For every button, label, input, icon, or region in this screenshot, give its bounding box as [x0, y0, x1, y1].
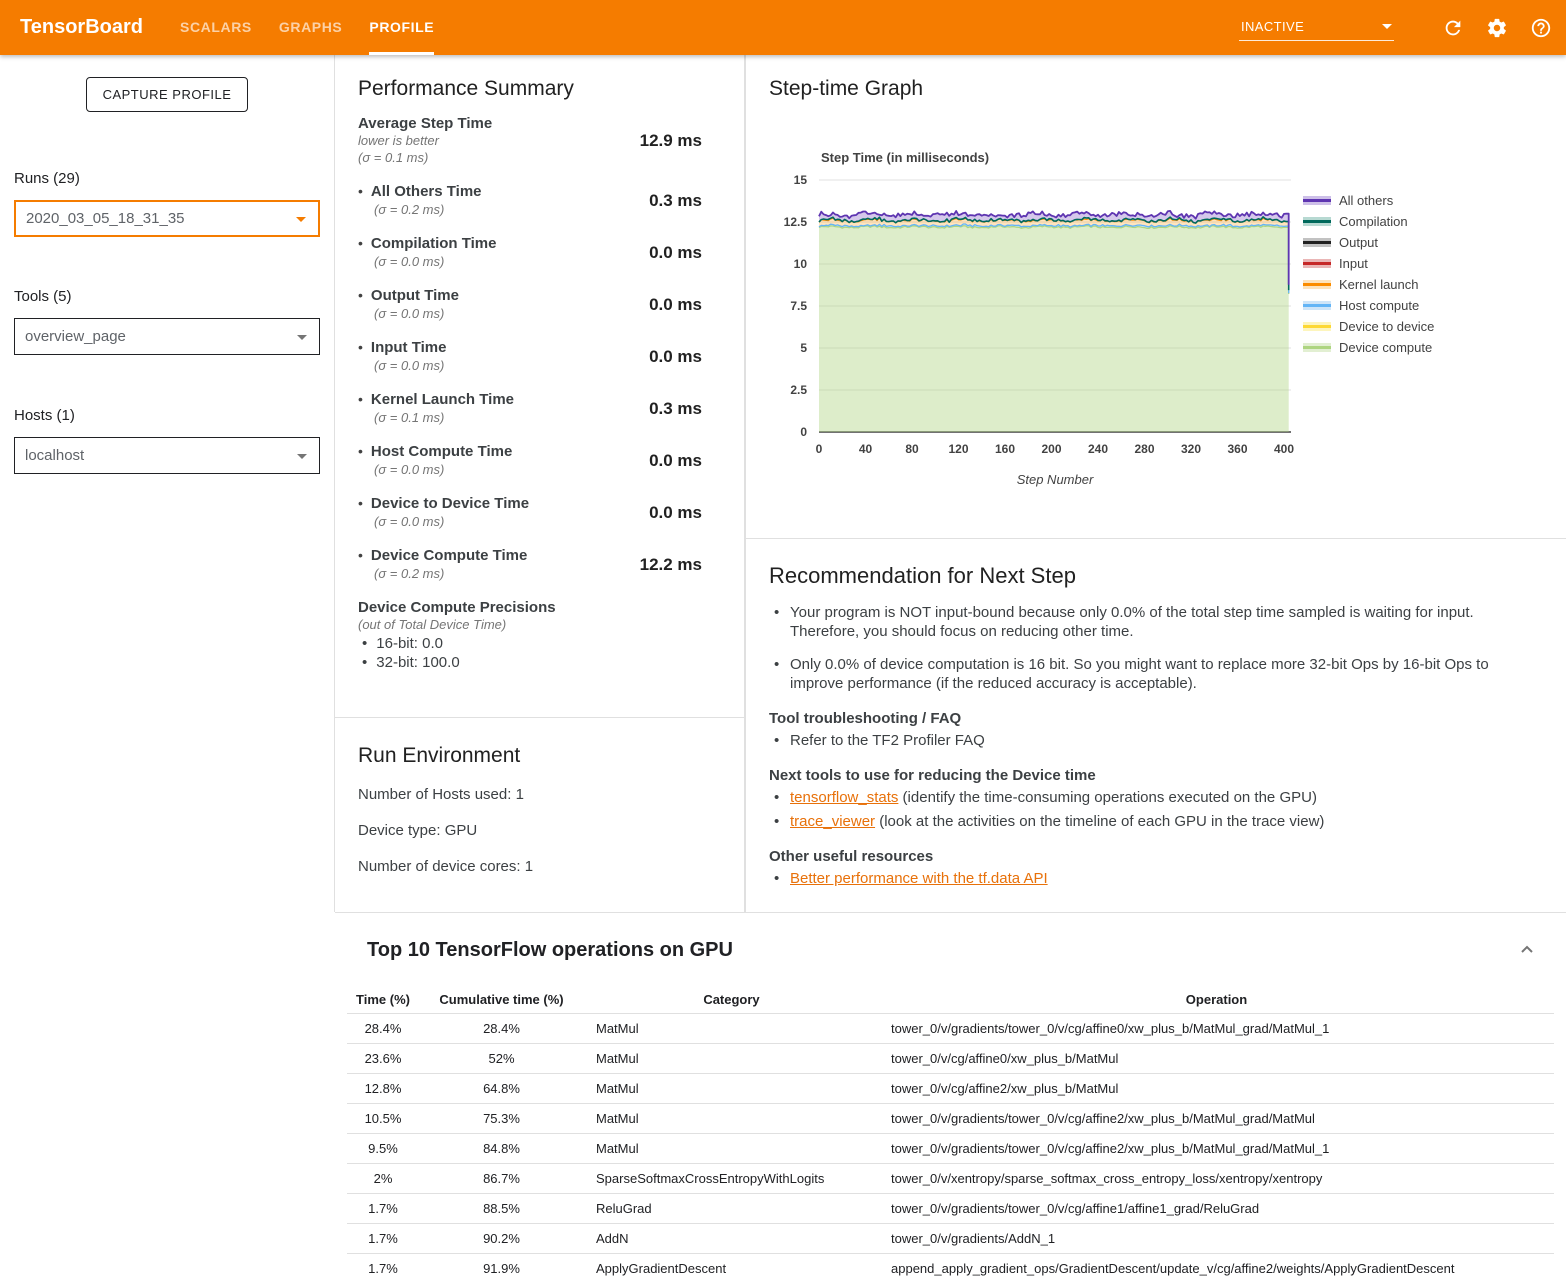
metric-value: 0.0 ms: [649, 503, 702, 523]
run-environment-list: [358, 786, 744, 875]
table-cell: MatMul: [584, 1074, 879, 1104]
table-cell: 1.7%: [347, 1194, 419, 1224]
column-header: Operation: [879, 986, 1554, 1014]
tools-select[interactable]: [14, 318, 320, 355]
legend-swatch: [1303, 196, 1331, 205]
metric-row: • Kernel Launch Time (σ = 0.1 ms) 0.3 ms: [358, 391, 744, 426]
legend-label: Input: [1339, 256, 1368, 271]
legend-label: Host compute: [1339, 298, 1419, 313]
table-cell: 1.7%: [347, 1224, 419, 1254]
table-cell: 88.5%: [419, 1194, 584, 1224]
svg-text:10: 10: [794, 257, 808, 271]
table-cell: 2%: [347, 1164, 419, 1194]
svg-text:0: 0: [800, 425, 807, 439]
legend-item: [1303, 337, 1434, 358]
legend-item: [1303, 253, 1434, 274]
metric-value: 0.0 ms: [649, 451, 702, 471]
legend-swatch: [1303, 322, 1331, 331]
svg-text:Step Time (in milliseconds): Step Time (in milliseconds): [821, 150, 989, 165]
metric-list: [358, 183, 744, 582]
resource-link[interactable]: Better performance with the tf.data API: [790, 870, 1048, 887]
svg-text:160: 160: [995, 442, 1015, 456]
metric-label: Average Step Time: [358, 115, 640, 132]
legend-label: Device to device: [1339, 319, 1434, 334]
metric-value: 0.0 ms: [649, 243, 702, 263]
metric-value: 0.3 ms: [649, 399, 702, 419]
table-cell: 10.5%: [347, 1104, 419, 1134]
svg-text:0: 0: [816, 442, 823, 456]
precisions-subtext: (out of Total Device Time): [358, 617, 744, 632]
table-cell: tower_0/v/xentropy/sparse_softmax_cross_entropy_loss/xentropy/xentropy: [879, 1164, 1554, 1194]
table-cell: 28.4%: [347, 1014, 419, 1044]
metric-value: 12.9 ms: [640, 131, 702, 151]
table-cell: SparseSoftmaxCrossEntropyWithLogits: [584, 1164, 879, 1194]
step-time-graph-section: [745, 55, 1566, 538]
legend-swatch: [1303, 280, 1331, 289]
legend-swatch: [1303, 259, 1331, 268]
svg-text:320: 320: [1181, 442, 1201, 456]
status-dropdown-value: INACTIVE: [1241, 19, 1304, 34]
svg-text:400: 400: [1274, 442, 1294, 456]
settings-gear-icon[interactable]: [1486, 17, 1508, 39]
svg-text:240: 240: [1088, 442, 1108, 456]
svg-text:280: 280: [1134, 442, 1154, 456]
tools-select-value: overview_page: [25, 328, 126, 345]
recommendation-section: [745, 538, 1566, 912]
table-cell: AddN: [584, 1224, 879, 1254]
table-cell: 91.9%: [419, 1254, 584, 1283]
precision-item: • 16-bit: 0.0: [362, 635, 744, 652]
env-item: Number of device cores: 1: [358, 858, 744, 875]
column-header: Cumulative time (%): [419, 986, 584, 1014]
top-ops-table: [347, 986, 1554, 1283]
table-row: [347, 1194, 1554, 1224]
metric-value: 0.0 ms: [649, 295, 702, 315]
status-dropdown[interactable]: [1239, 15, 1394, 41]
column-header: Category: [584, 986, 879, 1014]
legend-label: Kernel launch: [1339, 277, 1419, 292]
metric-sigma: (σ = 0.1 ms): [358, 149, 640, 166]
table-cell: 64.8%: [419, 1074, 584, 1104]
runs-select-value: 2020_03_05_18_31_35: [26, 210, 185, 227]
legend-swatch: [1303, 238, 1331, 247]
table-cell: 90.2%: [419, 1224, 584, 1254]
next-tool-item: • tensorflow_stats (identify the time-consuming operations executed on the GPU): [769, 788, 1526, 807]
svg-text:80: 80: [905, 442, 919, 456]
metric-row: • Host Compute Time (σ = 0.0 ms) 0.0 ms: [358, 443, 744, 478]
table-cell: MatMul: [584, 1104, 879, 1134]
svg-text:12.5: 12.5: [784, 215, 808, 229]
legend-swatch: [1303, 343, 1331, 352]
chevron-up-icon[interactable]: [1518, 941, 1536, 959]
help-icon[interactable]: [1530, 17, 1552, 39]
other-resource-item: [769, 869, 1526, 888]
table-row: [347, 1014, 1554, 1044]
chevron-down-icon: [297, 335, 307, 340]
faq-item: • Refer to the TF2 Profiler FAQ: [769, 731, 1526, 750]
header-actions: [1239, 0, 1566, 55]
table-cell: tower_0/v/gradients/tower_0/v/cg/affine2/xw_plus_b/MatMul_grad/MatMul_1: [879, 1134, 1554, 1164]
metric-row: • Device Compute Time (σ = 0.2 ms) 12.2 ms: [358, 547, 744, 582]
nav-tabs: [180, 0, 461, 55]
legend-item: [1303, 232, 1434, 253]
precisions-title: Device Compute Precisions: [358, 599, 744, 616]
table-row: [347, 1164, 1554, 1194]
metric-row: • Output Time (σ = 0.0 ms) 0.0 ms: [358, 287, 744, 322]
recommendation-bullets: [769, 603, 1526, 693]
performance-summary-section: [335, 55, 745, 717]
legend-item: [1303, 316, 1434, 337]
next-tools-list: [769, 788, 1526, 831]
table-cell: ReluGrad: [584, 1194, 879, 1224]
svg-text:360: 360: [1227, 442, 1247, 456]
metric-row: • All Others Time (σ = 0.2 ms) 0.3 ms: [358, 183, 744, 218]
runs-label: Runs (29): [14, 170, 334, 187]
metric-row: • Compilation Time (σ = 0.0 ms) 0.0 ms: [358, 235, 744, 270]
table-cell: 75.3%: [419, 1104, 584, 1134]
hosts-select-value: localhost: [25, 447, 84, 464]
other-resources-title: Other useful resources: [769, 848, 1526, 865]
legend-label: Compilation: [1339, 214, 1408, 229]
table-cell: 86.7%: [419, 1164, 584, 1194]
table-cell: tower_0/v/gradients/tower_0/v/cg/affine1/affine1_grad/ReluGrad: [879, 1194, 1554, 1224]
table-cell: tower_0/v/cg/affine0/xw_plus_b/MatMul: [879, 1044, 1554, 1074]
tab-graphs[interactable]: GRAPHS: [279, 0, 343, 55]
legend-swatch: [1303, 301, 1331, 310]
top-ops-section: [335, 912, 1566, 1275]
table-row: [347, 1254, 1554, 1283]
step-time-chart: [761, 150, 1341, 510]
table-cell: MatMul: [584, 1014, 879, 1044]
metric-row: • Input Time (σ = 0.0 ms) 0.0 ms: [358, 339, 744, 374]
table-header-row: [347, 986, 1554, 1014]
table-cell: tower_0/v/gradients/AddN_1: [879, 1224, 1554, 1254]
app-title: TensorBoard: [0, 0, 180, 55]
tab-scalars[interactable]: SCALARS: [180, 0, 252, 55]
legend-item: [1303, 190, 1434, 211]
metric-row: • Device to Device Time (σ = 0.0 ms) 0.0 ms: [358, 495, 744, 530]
step-time-chart-svg: [761, 150, 1341, 510]
capture-profile-button[interactable]: CAPTURE PROFILE: [86, 77, 249, 112]
hosts-label: Hosts (1): [14, 407, 334, 424]
recommendation-bullet: • Your program is NOT input-bound because only 0.0% of the total step time sampled is waiting for input. Therefore, you should focus on reducing other time.: [769, 603, 1526, 641]
metric-value: 0.3 ms: [649, 191, 702, 211]
chevron-down-icon: [1382, 24, 1392, 29]
hosts-select[interactable]: [14, 437, 320, 474]
table-row: [347, 1104, 1554, 1134]
table-cell: append_apply_gradient_ops/GradientDescent/update_v/cg/affine2/weights/ApplyGradientDescent: [879, 1254, 1554, 1283]
svg-text:200: 200: [1041, 442, 1061, 456]
table-row: [347, 1044, 1554, 1074]
column-header: Time (%): [347, 986, 419, 1014]
table-row: [347, 1224, 1554, 1254]
svg-text:15: 15: [794, 173, 808, 187]
table-cell: 23.6%: [347, 1044, 419, 1074]
svg-text:Step Number: Step Number: [1017, 472, 1094, 487]
svg-text:2.5: 2.5: [790, 383, 807, 397]
runs-select[interactable]: [14, 200, 320, 237]
precision-item: • 32-bit: 100.0: [362, 654, 744, 671]
table-cell: ApplyGradientDescent: [584, 1254, 879, 1283]
table-cell: 9.5%: [347, 1134, 419, 1164]
top-ops-title: Top 10 TensorFlow operations on GPU: [367, 939, 1554, 962]
chevron-down-icon: [296, 217, 306, 222]
average-step-time: [358, 115, 744, 166]
recommendation-bullet: • Only 0.0% of device computation is 16 bit. So you might want to replace more 32-bit Ops by 16-bit Ops to improve performance (if the reduced accuracy is acceptable).: [769, 655, 1526, 693]
tab-profile[interactable]: PROFILE: [369, 0, 434, 55]
app-header: [0, 0, 1566, 55]
sidebar: [0, 55, 335, 912]
recommendation-title: Recommendation for Next Step: [769, 563, 1526, 589]
chevron-down-icon: [297, 454, 307, 459]
next-tool-item: • trace_viewer (look at the activities on the timeline of each GPU in the trace view): [769, 812, 1526, 831]
precisions-list: [358, 635, 744, 671]
table-row: [347, 1134, 1554, 1164]
env-item: Number of Hosts used: 1: [358, 786, 744, 803]
legend-item: [1303, 211, 1434, 232]
table-cell: tower_0/v/gradients/tower_0/v/cg/affine2/xw_plus_b/MatMul_grad/MatMul: [879, 1104, 1554, 1134]
svg-text:120: 120: [948, 442, 968, 456]
faq-title: Tool troubleshooting / FAQ: [769, 710, 1526, 727]
refresh-icon[interactable]: [1442, 17, 1464, 39]
table-cell: 28.4%: [419, 1014, 584, 1044]
other-resources-list: [769, 869, 1526, 888]
legend-item: [1303, 295, 1434, 316]
step-time-graph-title: Step-time Graph: [769, 77, 1566, 101]
table-row: [347, 1074, 1554, 1104]
performance-summary-title: Performance Summary: [358, 77, 744, 101]
tools-label: Tools (5): [14, 288, 334, 305]
svg-text:5: 5: [800, 341, 807, 355]
svg-text:40: 40: [859, 442, 873, 456]
chart-legend: [1303, 190, 1434, 358]
legend-item: [1303, 274, 1434, 295]
table-cell: 52%: [419, 1044, 584, 1074]
run-environment-section: [335, 717, 745, 912]
run-environment-title: Run Environment: [358, 744, 744, 768]
legend-label: Output: [1339, 235, 1378, 250]
table-cell: MatMul: [584, 1134, 879, 1164]
legend-swatch: [1303, 217, 1331, 226]
table-cell: tower_0/v/gradients/tower_0/v/cg/affine0/xw_plus_b/MatMul_grad/MatMul_1: [879, 1014, 1554, 1044]
table-cell: 1.7%: [347, 1254, 419, 1283]
table-cell: MatMul: [584, 1044, 879, 1074]
table-cell: 84.8%: [419, 1134, 584, 1164]
table-cell: 12.8%: [347, 1074, 419, 1104]
metric-subtext: lower is better: [358, 132, 640, 149]
metric-value: 0.0 ms: [649, 347, 702, 367]
faq-list: [769, 731, 1526, 750]
env-item: Device type: GPU: [358, 822, 744, 839]
metric-value: 12.2 ms: [640, 555, 702, 575]
table-cell: tower_0/v/cg/affine2/xw_plus_b/MatMul: [879, 1074, 1554, 1104]
legend-label: All others: [1339, 193, 1393, 208]
next-tools-title: Next tools to use for reducing the Device time: [769, 767, 1526, 784]
tool-link[interactable]: trace_viewer: [790, 813, 875, 830]
tool-link[interactable]: tensorflow_stats: [790, 789, 898, 806]
legend-label: Device compute: [1339, 340, 1432, 355]
svg-text:7.5: 7.5: [790, 299, 807, 313]
